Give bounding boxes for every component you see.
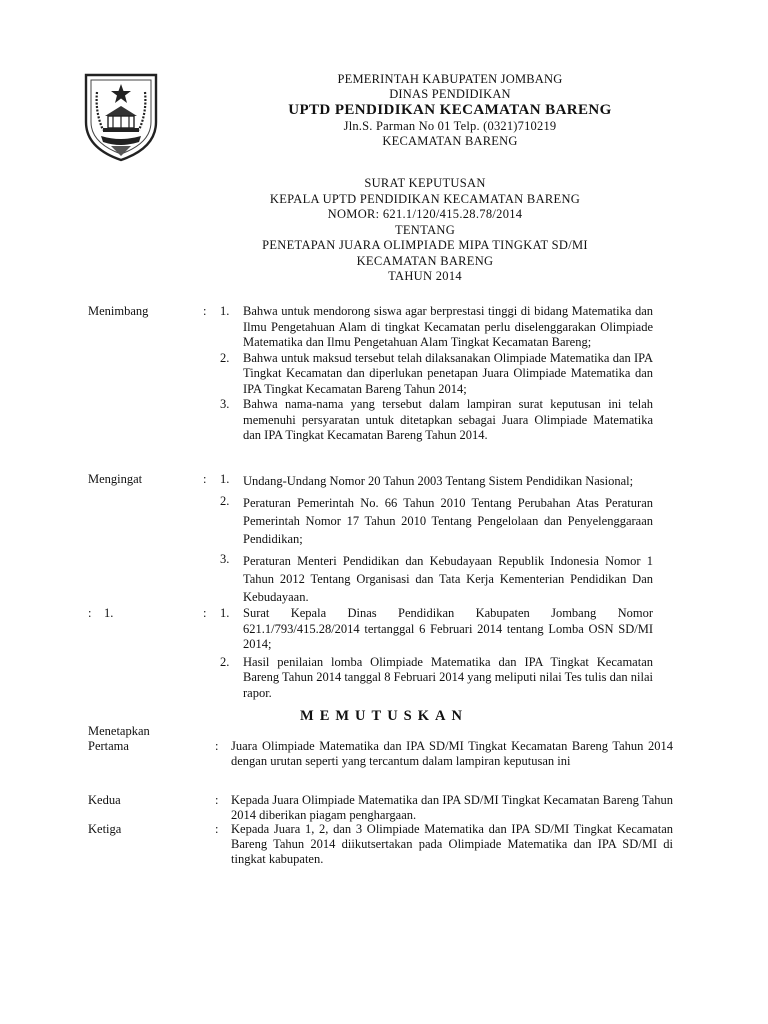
item-number: 1. [220,606,230,620]
decision-colon: : [215,822,219,836]
decision-text: Kepada Juara Olimpiade Matematika dan IPA SD/MI Tingkat Kecamatan Bareng Tahun 2014 diberikan piagam penghargaan. [231,793,673,822]
letterhead-office: UPTD PENDIDIKAN KECAMATAN BARENG [288,102,612,118]
decision-ketiga [88,822,673,867]
letterhead-government: PEMERINTAH KABUPATEN JOMBANG [337,72,563,86]
title-year: TAHUN 2014 [388,269,462,283]
item-text: Undang-Undang Nomor 20 Tahun 2003 Tentang Sistem Pendidikan Nasional; [243,474,634,488]
section-menimbang [88,304,653,444]
decision-text: Kepada Juara 1, 2, dan 3 Olimpiade Matematika dan IPA SD/MI Tingkat Kecamatan Bareng Tahun 2014 diikutsertakan pada Olimpiade Matematika dan IPA SD/MI di tingkat kabupaten. [231,822,673,866]
list-item [88,552,653,606]
item-text: Hasil penilaian lomba Olimpiade Matematika dan IPA Tingkat Kecamatan Bareng Tahun 2014 tanggal 8 Februari 2014 yang meliputi nilai Tes tulis dan nilai rapor. [243,654,653,700]
item-text: Bahwa untuk maksud tersebut telah dilaksanakan Olimpiade Matematika dan IPA Tingkat Kecamatan dan diperlukan penetapan Juara Olimpiade Matematika dan IPA Tingkat Kecamatan Bareng Tahun 2014; [243,350,653,396]
list-item [88,351,653,398]
item-text: Surat Kepala Dinas Pendidikan Kabupaten Jombang Nomor 621.1/793/415.28/2014 tertanggal 6 Februari 2014 tentang Lomba OSN SD/MI 2014; [243,606,653,651]
list-item [88,606,653,653]
menimbang-label: Menimbang [88,304,149,318]
item-text: Bahwa untuk mendorong siswa agar berprestasi tinggi di bidang Matematika dan Ilmu Pengetahuan Alam di tingkat Kecamatan perlu diselenggarakan Olimpiade Matematika dan Ilmu Pengetahuan Alam Tingkat Kecamatan Bareng; [243,304,653,349]
letterhead [200,72,700,149]
item-number: 2. [220,350,230,365]
regency-crest-logo [83,72,159,162]
memutuskan-heading: MEMUTUSKAN [300,708,468,724]
menetapkan-label: Menetapkan [88,724,150,738]
list-item [88,655,653,702]
title-subject: PENETAPAN JUARA OLIMPIADE MIPA TINGKAT SD/MI [262,238,588,252]
item-number: 2. [220,494,230,508]
title-line-1: SURAT KEPUTUSAN [364,176,486,190]
list-item [88,494,653,548]
decision-label: Kedua [88,793,121,807]
item-text: Peraturan Menteri Pendidikan dan Kebudayaan Republik Indonesia Nomor 1 Tahun 2012 Tentang Organisasi dan Tata Kerja Kementerian Pendidikan Dan Kebudayaan. [243,554,653,604]
item-number: 2. [220,654,230,669]
menimbang-colon: : [203,304,207,318]
decision-colon: : [215,793,219,807]
list-item [88,397,653,444]
item-text: Peraturan Pemerintah No. 66 Tahun 2010 Tentang Perubahan Atas Peraturan Pemerintah Nomor 17 Tahun 2010 Tentang Pengelolaan dan Penyelenggaraan Pendidikan; [243,496,653,546]
mengingat-label: Mengingat [88,472,143,486]
list-item [88,304,653,351]
item-number: 3. [220,397,230,411]
decision-pertama [88,739,673,769]
title-district: KECAMATAN BARENG [356,253,494,268]
decision-label: Pertama [88,739,129,753]
item-number: 1. [220,304,230,318]
memperhatikan-colon: : [203,606,207,620]
mengingat-colon: : [203,472,207,486]
decision-label: Ketiga [88,822,122,836]
list-item [88,472,653,490]
item-number: 1. [220,472,230,486]
title-line-2: KEPALA UPTD PENDIDIKAN KECAMATAN BARENG [269,191,581,206]
letterhead-district: KECAMATAN BARENG [382,134,518,148]
decision-text: Juara Olimpiade Matematika dan IPA SD/MI Tingkat Kecamatan Bareng Tahun 2014 dengan urutan seperti yang tercantum dalam lampiran keputusan ini [231,739,673,768]
letterhead-address: Jln.S. Parman No 01 Telp. (0321)710219 [343,119,557,133]
decision-kedua [88,793,673,823]
section-mengingat [88,472,653,606]
decree-title [160,176,690,285]
item-text: Bahwa nama-nama yang tersebut dalam lampiran surat keputusan ini telah memenuhi persyaratan untuk ditetapkan sebagai Juara Olimpiade Matematika dan IPA Tingkat Kecamatan Bareng Tahun 2014. [243,397,653,442]
letterhead-department: DINAS PENDIDIKAN [389,87,511,101]
title-number: NOMOR: 621.1/120/415.28.78/2014 [327,207,523,221]
decision-colon: : [215,739,219,753]
item-number: 3. [220,552,230,566]
section-memperhatikan [88,606,653,701]
title-about: TENTANG [394,222,456,237]
memperhatikan-label: : 1. [88,606,114,620]
